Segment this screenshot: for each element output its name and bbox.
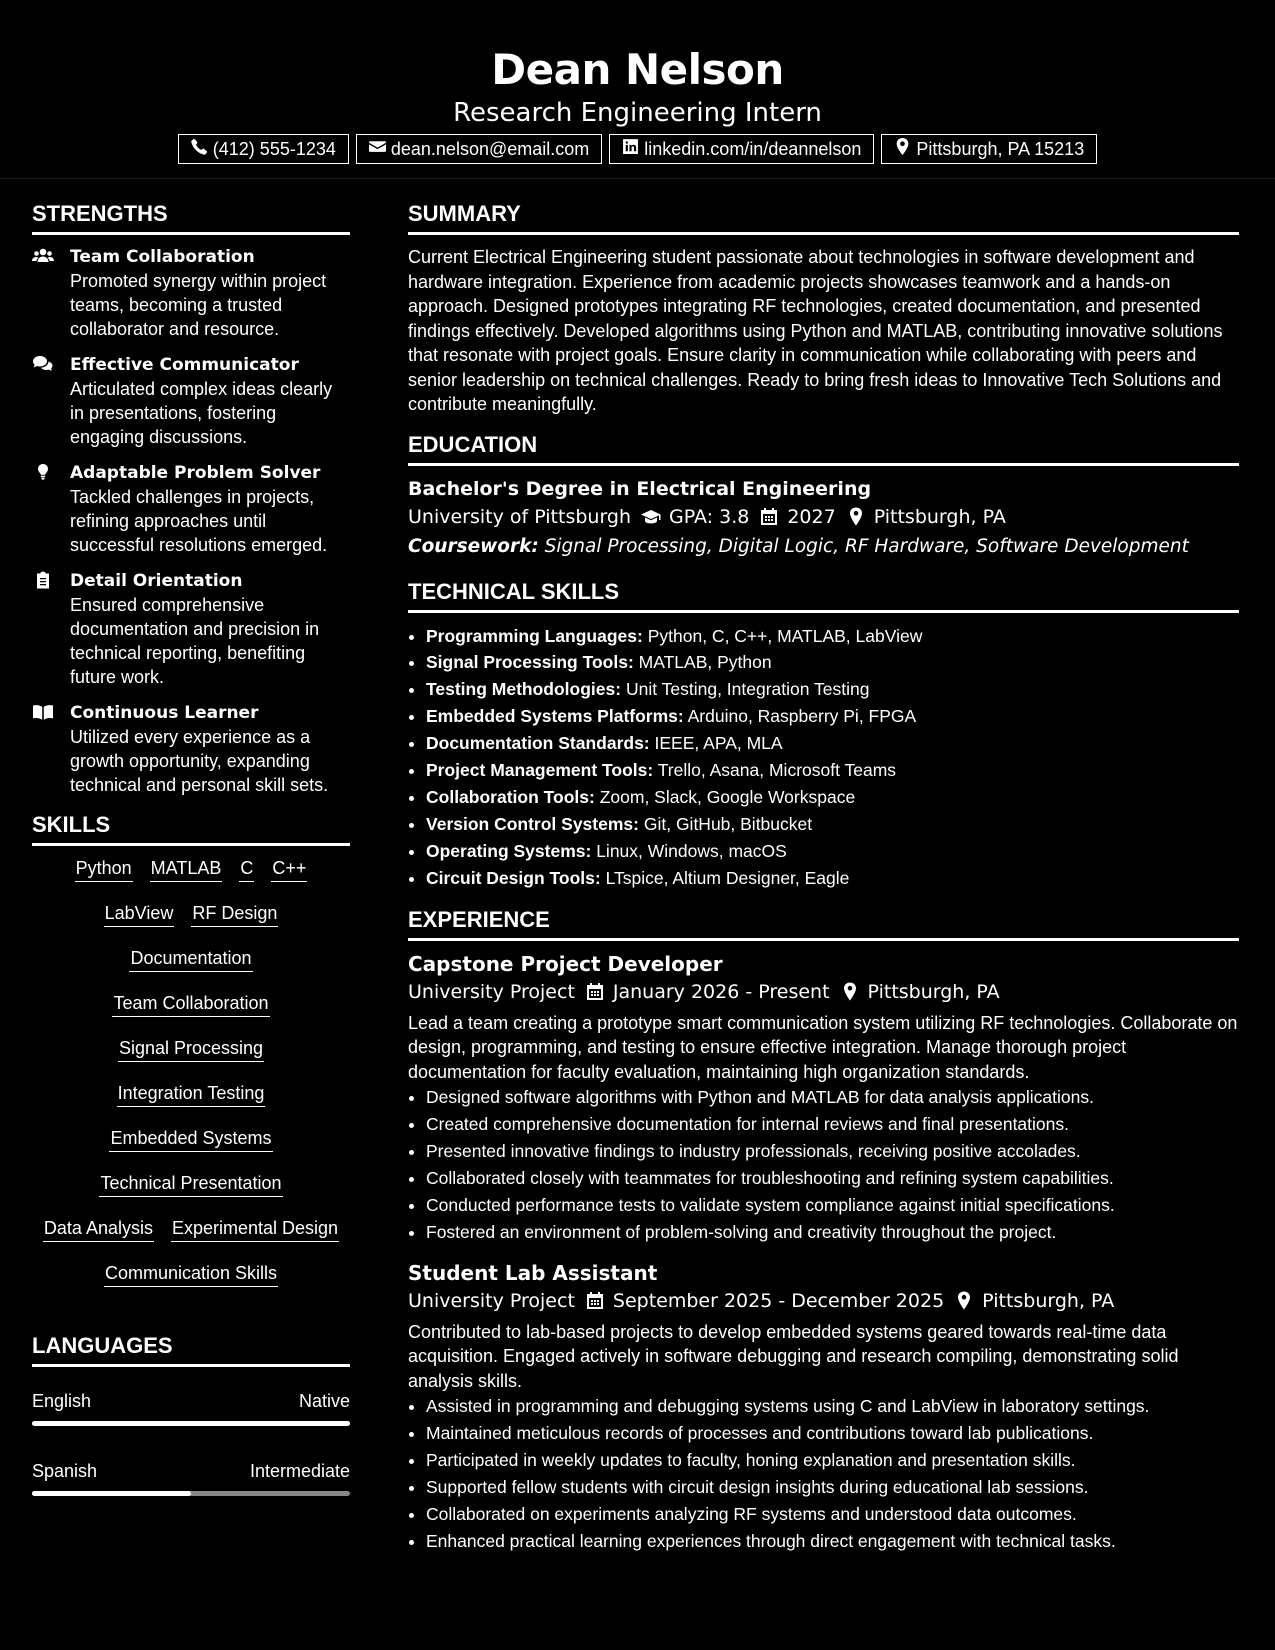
skills-row bbox=[32, 1261, 350, 1306]
left-column bbox=[32, 200, 350, 1517]
experience-title: EXPERIENCE bbox=[408, 906, 1239, 941]
list-item: • Collaborated closely with teammates for troubleshooting and refining system capabilities. bbox=[426, 1165, 1239, 1192]
resume-header bbox=[0, 0, 1275, 179]
skill-tag: Data Analysis bbox=[43, 1216, 154, 1242]
language-name: English bbox=[32, 1391, 92, 1411]
list-item bbox=[426, 703, 1239, 730]
tech-skill-value: Arduino, Raspberry Pi, FPGA bbox=[687, 706, 917, 727]
coursework-label: Coursework: bbox=[408, 535, 539, 557]
strength-item bbox=[32, 461, 350, 557]
experience-entry bbox=[408, 1260, 1239, 1555]
strength-item bbox=[32, 569, 350, 689]
strength-desc: Articulated complex ideas clearly in presentations, fostering engaging discussions. bbox=[70, 379, 333, 447]
skill-tag: MATLAB bbox=[150, 856, 223, 882]
strength-title: Detail Orientation bbox=[70, 571, 243, 591]
language-proficiency-fill bbox=[32, 1491, 191, 1496]
tech-skill-label: Testing Methodologies: bbox=[426, 679, 622, 700]
skills-row bbox=[32, 946, 350, 991]
list-item bbox=[426, 649, 1239, 676]
list-item bbox=[426, 811, 1239, 838]
job-description: Contributed to lab-based projects to develop embedded systems geared towards real-time data acquisition. Engaged actively in software debugging and research compiling, demonstrating solid analysis skills. bbox=[408, 1321, 1179, 1391]
list-item bbox=[426, 784, 1239, 811]
list-item: • Assisted in programming and debugging systems using C and LabView in laboratory settings. bbox=[426, 1393, 1239, 1420]
education-title: EDUCATION bbox=[408, 431, 1239, 466]
list-item: • Enhanced practical learning experiences through direct engagement with technical tasks. bbox=[426, 1528, 1239, 1555]
list-item: • Maintained meticulous records of processes and contributions toward lab publications. bbox=[426, 1420, 1239, 1447]
language-proficiency-fill bbox=[32, 1421, 350, 1426]
coursework-line bbox=[408, 532, 1239, 562]
job-description: Lead a team creating a prototype smart communication system utilizing RF technologies. Collaborate on design, programming, and testing to ensure effective integration. Manage thorough project documentation for faculty evaluation, maintaining high organization standards. bbox=[408, 1012, 1238, 1082]
users-icon bbox=[32, 245, 70, 341]
map-pin-icon bbox=[846, 502, 866, 532]
skill-tag: Communication Skills bbox=[104, 1261, 278, 1287]
skill-tag: C++ bbox=[271, 856, 307, 882]
job-bullets bbox=[408, 1393, 1239, 1554]
technical-skills-title: TECHNICAL SKILLS bbox=[408, 578, 1239, 613]
calendar-icon bbox=[585, 1286, 605, 1316]
list-item: • Collaborated on experiments analyzing RF systems and understood data outcomes. bbox=[426, 1501, 1239, 1528]
strength-desc: Ensured comprehensive documentation and precision in technical reporting, benefiting future work. bbox=[70, 595, 320, 687]
job-dates: September 2025 - December 2025 bbox=[612, 1289, 945, 1312]
tech-skill-value: Unit Testing, Integration Testing bbox=[625, 679, 870, 700]
tech-skill-value: Trello, Asana, Microsoft Teams bbox=[657, 760, 897, 781]
tech-skill-label: Operating Systems: bbox=[426, 840, 592, 861]
school-name: University of Pittsburgh bbox=[408, 505, 632, 528]
list-item bbox=[426, 838, 1239, 865]
tech-skill-value: Linux, Windows, macOS bbox=[596, 840, 787, 861]
skill-tag: Integration Testing bbox=[117, 1081, 266, 1107]
language-name: Spanish bbox=[32, 1461, 98, 1481]
tech-skill-value: MATLAB, Python bbox=[638, 652, 772, 673]
skills-row bbox=[32, 1216, 350, 1261]
list-item: • Supported fellow students with circuit design insights during educational lab sessions. bbox=[426, 1474, 1239, 1501]
job-title: Capstone Project Developer bbox=[408, 951, 723, 976]
tech-skill-label: Circuit Design Tools: bbox=[426, 867, 601, 888]
tech-skill-label: Project Management Tools: bbox=[426, 760, 654, 781]
languages-title: LANGUAGES bbox=[32, 1332, 350, 1367]
skill-tag: Team Collaboration bbox=[112, 991, 269, 1017]
job-org: University Project bbox=[408, 980, 575, 1003]
candidate-role: Research Engineering Intern bbox=[453, 98, 822, 128]
linkedin-text: linkedin.com/in/deannelson bbox=[644, 138, 862, 159]
contact-phone[interactable] bbox=[178, 134, 349, 164]
contact-email[interactable] bbox=[356, 134, 602, 164]
list-item bbox=[426, 757, 1239, 784]
tech-skill-value: Python, C, C++, MATLAB, LabView bbox=[647, 625, 923, 646]
clipboard-icon bbox=[32, 569, 70, 689]
map-pin-icon bbox=[954, 1286, 974, 1316]
list-item: • Presented innovative findings to industry professionals, receiving positive accolades. bbox=[426, 1138, 1239, 1165]
contact-location[interactable] bbox=[881, 134, 1097, 164]
strengths-title: STRENGTHS bbox=[32, 200, 350, 235]
chat-bubbles-icon bbox=[32, 353, 70, 449]
tech-skill-label: Documentation Standards: bbox=[426, 733, 650, 754]
skill-tag: Embedded Systems bbox=[109, 1126, 272, 1152]
strength-desc: Promoted synergy within project teams, becoming a trusted collaborator and resource. bbox=[70, 271, 327, 339]
education-meta bbox=[408, 502, 1239, 532]
strength-item bbox=[32, 245, 350, 341]
skills-row bbox=[32, 856, 350, 901]
tech-skill-label: Version Control Systems: bbox=[426, 813, 639, 834]
job-title: Student Lab Assistant bbox=[408, 1260, 658, 1285]
tech-skill-value: Zoom, Slack, Google Workspace bbox=[599, 786, 856, 807]
calendar-icon bbox=[759, 502, 779, 532]
job-dates: January 2026 - Present bbox=[612, 980, 830, 1003]
list-item bbox=[426, 623, 1239, 650]
skill-tag: Experimental Design bbox=[171, 1216, 339, 1242]
calendar-icon bbox=[585, 977, 605, 1007]
location-text: Pittsburgh, PA 15213 bbox=[916, 138, 1085, 159]
email-text: dean.nelson@email.com bbox=[390, 138, 590, 159]
graduation-year: 2027 bbox=[787, 505, 836, 528]
phone-icon bbox=[191, 138, 208, 160]
list-item: • Conducted performance tests to validate system compliance against initial specifications. bbox=[426, 1192, 1239, 1219]
phone-text: (412) 555-1234 bbox=[212, 138, 336, 159]
language-level: Native bbox=[298, 1391, 350, 1411]
list-item: • Created comprehensive documentation for internal reviews and final presentations. bbox=[426, 1111, 1239, 1138]
skills-row bbox=[32, 1036, 350, 1081]
job-meta bbox=[408, 977, 1239, 1007]
language-item bbox=[32, 1447, 350, 1517]
language-item bbox=[32, 1377, 350, 1447]
education-location: Pittsburgh, PA bbox=[873, 505, 1006, 528]
list-item: • Fostered an environment of problem-solving and creativity throughout the project. bbox=[426, 1219, 1239, 1246]
lightbulb-icon bbox=[32, 461, 70, 557]
strength-title: Continuous Learner bbox=[70, 703, 259, 723]
experience-entry bbox=[408, 951, 1239, 1246]
skill-tag: Documentation bbox=[129, 946, 252, 972]
open-book-icon bbox=[32, 701, 70, 797]
tech-skill-label: Collaboration Tools: bbox=[426, 786, 595, 807]
skills-cloud bbox=[32, 856, 350, 1306]
summary-text: Current Electrical Engineering student passionate about technologies in software development and hardware integration. Experience from academic projects showcases teamwork and a hands-on approach. Designed prototypes integrating RF technologies, created documentation, and presented findings effectively. Developed algorithms using Python and MATLAB, contributing innovative solutions that resonate with project goals. Ensure clarity in communication while collaborating with peers and senior leadership on technical challenges. Ready to bring fresh ideas to Innovative Tech Solutions and contribute meaningfully. bbox=[408, 247, 1223, 414]
skill-tag: Python bbox=[75, 856, 133, 882]
job-bullets bbox=[408, 1084, 1239, 1245]
skills-row bbox=[32, 991, 350, 1036]
job-meta bbox=[408, 1286, 1239, 1316]
tech-skill-value: IEEE, APA, MLA bbox=[654, 733, 783, 754]
list-item: • Designed software algorithms with Python and MATLAB for data analysis applications. bbox=[426, 1084, 1239, 1111]
skill-tag: Technical Presentation bbox=[99, 1171, 282, 1197]
skill-tag: LabView bbox=[104, 901, 175, 927]
tech-skill-label: Programming Languages: bbox=[426, 625, 643, 646]
list-item bbox=[426, 676, 1239, 703]
skills-row bbox=[32, 1126, 350, 1171]
linkedin-icon bbox=[622, 138, 639, 160]
language-proficiency-bar bbox=[32, 1491, 350, 1496]
language-proficiency-bar bbox=[32, 1421, 350, 1426]
strength-item bbox=[32, 701, 350, 797]
tech-skill-label: Signal Processing Tools: bbox=[426, 652, 634, 673]
tech-skill-value: Git, GitHub, Bitbucket bbox=[643, 813, 813, 834]
language-level: Intermediate bbox=[249, 1461, 350, 1481]
list-item: • Participated in weekly updates to faculty, honing explanation and presentation skills. bbox=[426, 1447, 1239, 1474]
strength-title: Adaptable Problem Solver bbox=[70, 463, 321, 483]
summary-title: SUMMARY bbox=[408, 200, 1239, 235]
contact-linkedin[interactable] bbox=[609, 134, 874, 164]
map-pin-icon bbox=[840, 977, 860, 1007]
candidate-name: Dean Nelson bbox=[491, 45, 784, 94]
envelope-icon bbox=[369, 138, 386, 160]
technical-skills-list bbox=[408, 623, 1239, 892]
skills-row bbox=[32, 901, 350, 946]
strength-title: Team Collaboration bbox=[70, 247, 255, 267]
tech-skill-label: Embedded Systems Platforms: bbox=[426, 706, 684, 727]
job-location: Pittsburgh, PA bbox=[982, 1289, 1115, 1312]
strength-desc: Utilized every experience as a growth opportunity, expanding technical and personal skill sets. bbox=[70, 727, 329, 795]
skill-tag: C bbox=[239, 856, 254, 882]
contact-bar bbox=[0, 134, 1275, 164]
map-pin-icon bbox=[894, 138, 911, 160]
list-item bbox=[426, 865, 1239, 892]
list-item bbox=[426, 730, 1239, 757]
strength-title: Effective Communicator bbox=[70, 355, 299, 375]
strength-item bbox=[32, 353, 350, 449]
skill-tag: RF Design bbox=[191, 901, 278, 927]
job-location: Pittsburgh, PA bbox=[867, 980, 1000, 1003]
strength-desc: Tackled challenges in projects, refining approaches until successful resolutions emerged. bbox=[70, 487, 328, 555]
job-org: University Project bbox=[408, 1289, 575, 1312]
graduation-cap-icon bbox=[641, 502, 661, 532]
coursework-text: Signal Processing, Digital Logic, RF Hardware, Software Development bbox=[544, 535, 1189, 557]
tech-skill-value: LTspice, Altium Designer, Eagle bbox=[605, 867, 850, 888]
gpa-text: GPA: 3.8 bbox=[669, 505, 750, 528]
skills-row bbox=[32, 1081, 350, 1126]
skill-tag: Signal Processing bbox=[118, 1036, 264, 1062]
skills-row bbox=[32, 1171, 350, 1216]
degree-title: Bachelor's Degree in Electrical Engineering bbox=[408, 477, 872, 500]
right-column bbox=[408, 200, 1239, 1554]
skills-title: SKILLS bbox=[32, 811, 350, 846]
